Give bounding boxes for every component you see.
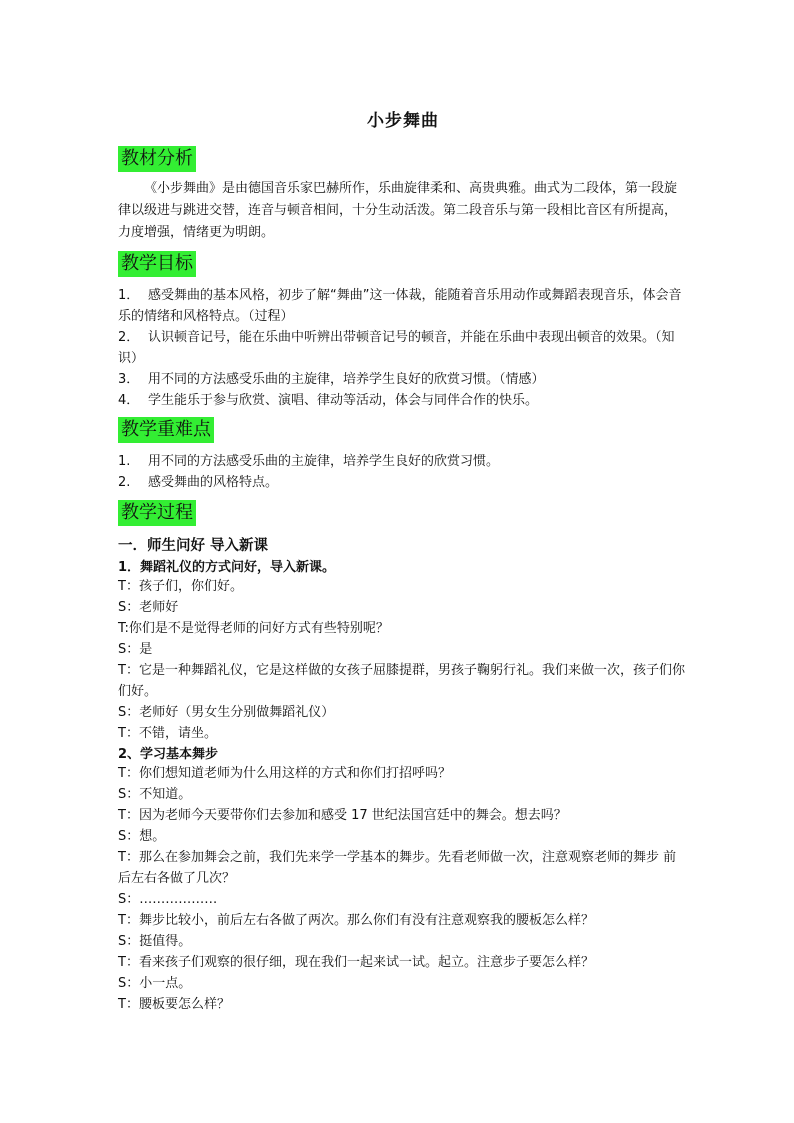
heading-process: 教学过程 (118, 500, 196, 526)
dialog-line: T：腰板要怎么样？ (118, 997, 230, 1012)
process-part1-title: 一．师生问好 导入新课 (118, 537, 269, 554)
dialog-line: S：挺值得。 (118, 934, 192, 949)
dialog-step1 (118, 576, 688, 744)
heading-keypoints: 教学重难点 (118, 417, 214, 443)
process-step2-title: 2、学习基本舞步 (118, 747, 219, 762)
dialog-line: S：小一点。 (118, 976, 192, 991)
keypoint-item: 1. 用不同的方法感受乐曲的主旋律，培养学生良好的欣赏习惯。 (118, 454, 500, 469)
dialog-line: S：不知道。 (118, 787, 192, 802)
goal-item: 1． 感受舞曲的基本风格，初步了解“舞曲”这一体裁，能随着音乐用动作或舞蹈表现音乐，体会音乐的情绪和风格特点。（过程） (118, 288, 682, 324)
dialog-line: S：老师好（男女生分别做舞蹈礼仪） (118, 705, 335, 720)
dialog-line: T：孩子们，你们好。 (118, 579, 243, 594)
heading-analysis: 教材分析 (118, 146, 196, 172)
document-title: 小步舞曲 (367, 111, 439, 131)
dialog-line: T:你们是不是觉得老师的问好方式有些特别呢？ (118, 621, 389, 636)
goals-list (118, 285, 688, 411)
dialog-line: T：它是一种舞蹈礼仪，它是这样做的女孩子屈膝提群，男孩子鞠躬行礼。我们来做一次，孩子们你们好。 (118, 663, 685, 699)
dialog-line: S：老师好 (118, 600, 179, 615)
goal-item: 2． 认识顿音记号，能在乐曲中听辨出带顿音记号的顿音，并能在乐曲中表现出顿音的效果。（知识） (118, 330, 675, 366)
dialog-line: S：……………… (118, 892, 218, 907)
dialog-line: T：那么在参加舞会之前，我们先来学一学基本的舞步。先看老师做一次，注意观察老师的舞步 前后左右各做了几次？ (118, 850, 677, 886)
dialog-line: T：舞步比较小，前后左右各做了两次。那么你们有没有注意观察我的腰板怎么样？ (118, 913, 594, 928)
keypoint-item: 2. 感受舞曲的风格特点。 (118, 475, 279, 490)
dialog-line: S：是 (118, 642, 153, 657)
goal-item: 4． 学生能乐于参与欣赏、演唱、律动等活动，体会与同伴合作的快乐。 (118, 393, 539, 408)
analysis-text: 《小步舞曲》是由德国音乐家巴赫所作，乐曲旋律柔和、高贵典雅。曲式为二段体，第一段旋律以级进与跳进交替，连音与顿音相间，十分生动活泼。第二段音乐与第一段相比音区有所提高，力度增强，情绪更为明朗。 (118, 181, 678, 240)
analysis-paragraph (118, 178, 684, 244)
dialog-line: T：你们想知道老师为什么用这样的方式和你们打招呼吗？ (118, 766, 451, 781)
dialog-line: T：不错，请坐。 (118, 726, 217, 741)
dialog-line: S：想。 (118, 829, 166, 844)
dialog-line: T：看来孩子们观察的很仔细，现在我们一起来试一试。起立。注意步子要怎么样？ (118, 955, 594, 970)
keypoints-list (118, 451, 688, 493)
goal-item: 3． 用不同的方法感受乐曲的主旋律，培养学生良好的欣赏习惯。（情感） (118, 372, 545, 387)
process-step1-title: 1．舞蹈礼仪的方式问好，导入新课。 (118, 560, 336, 575)
dialog-step2 (118, 763, 688, 1015)
heading-goals: 教学目标 (118, 251, 196, 277)
dialog-line: T：因为老师今天要带你们去参加和感受 17 世纪法国宫廷中的舞会。想去吗？ (118, 808, 567, 823)
